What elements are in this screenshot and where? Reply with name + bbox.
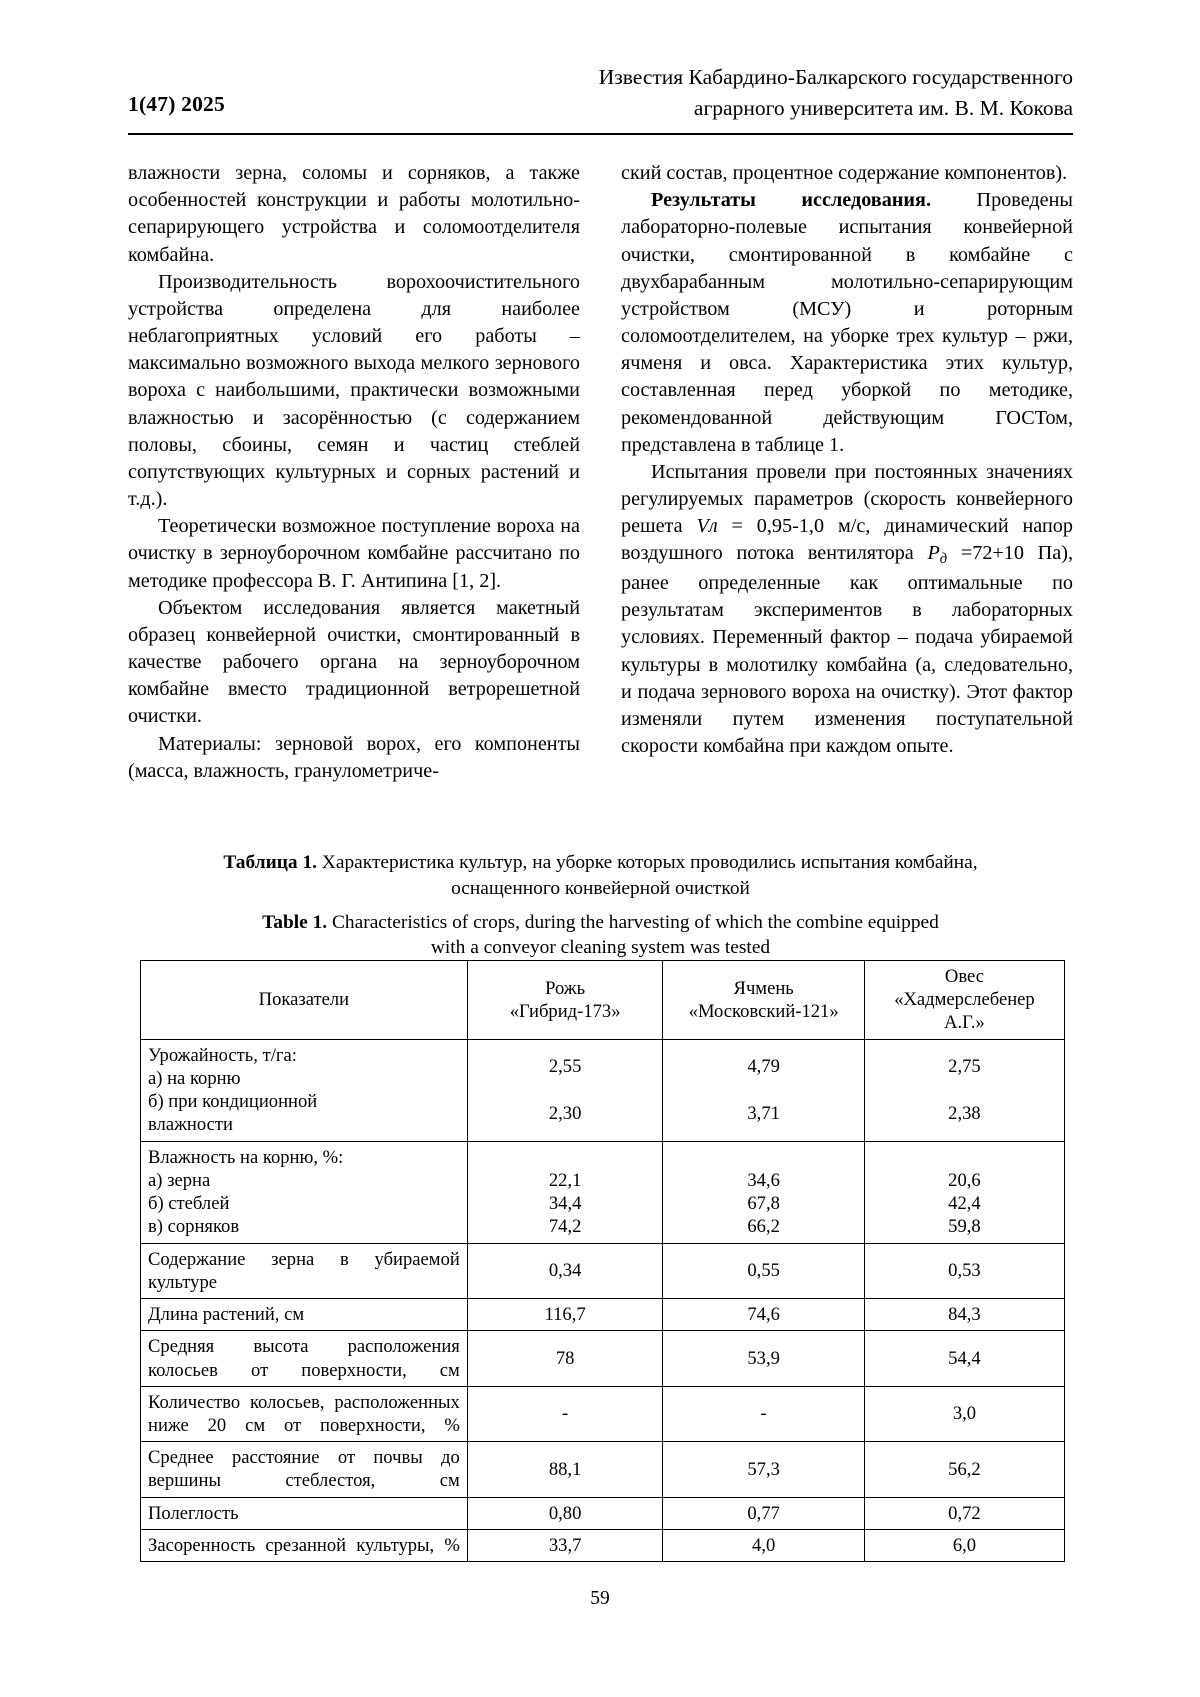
table-row — [141, 1039, 1065, 1141]
paragraph-results — [621, 187, 1073, 459]
params-text-b: = 0,95-1,0 м/с, динамический напор воздушного потока вентилятора — [621, 515, 1073, 565]
row-value: 0,55 — [663, 1243, 865, 1298]
row-value: 0,72 — [864, 1497, 1064, 1529]
journal-title-line2: аграрного университета им. В. М. Кокова — [693, 95, 1073, 120]
row-label: Засоренность срезанной культуры, % — [141, 1529, 468, 1561]
row-value: 88,1 — [467, 1442, 663, 1497]
body-columns — [128, 160, 1073, 785]
right-column — [621, 160, 1073, 785]
row-value: - — [663, 1386, 865, 1441]
row-value: 54,4 — [864, 1331, 1064, 1386]
table-caption-en-text: Characteristics of crops, during the harvesting of which the combine equipped — [327, 911, 939, 933]
row-value: 33,7 — [467, 1529, 663, 1561]
paragraph: Теоретически возможное поступление вороха на очистку в зерноуборочном комбайне рассчитано по методике профессора В. Г. Антипина [1, 2]. — [128, 515, 580, 592]
row-value: 3,0 — [864, 1386, 1064, 1441]
table-caption-en-label: Table 1. — [262, 911, 328, 933]
results-heading: Результаты исследования. — [651, 189, 932, 212]
table-caption-ru-label: Таблица 1. — [223, 852, 318, 873]
table-header-row — [141, 961, 1065, 1040]
row-value: 4,0 — [663, 1529, 865, 1561]
paragraph: ский состав, процентное содержание компонентов). — [621, 162, 1068, 184]
table-row — [141, 1386, 1065, 1441]
row-label: Количество колосьев, расположенных ниже 20 см от поверхности, % — [141, 1386, 468, 1441]
table-row — [141, 1243, 1065, 1298]
table-container — [140, 960, 1065, 1562]
column-header-barley: Ячмень «Московский-121» — [663, 961, 865, 1040]
table-caption-en-text2: with a conveyor cleaning system was tested — [430, 937, 771, 959]
paragraph: влажности зерна, соломы и сорняков, а также особенностей конструкции и работы молотильно-сепарирующего устройства и соломоотделителя комбайна. — [128, 162, 580, 266]
page-header — [128, 62, 1073, 123]
row-value: 53,9 — [663, 1331, 865, 1386]
row-label: Средняя высота расположения колосьев от поверхности, см — [141, 1331, 468, 1386]
row-label: Среднее расстояние от почвы до вершины стеблестоя, см — [141, 1442, 468, 1497]
page-number: 59 — [590, 1588, 610, 1609]
table-caption-en — [128, 910, 1073, 962]
journal-title — [353, 62, 1073, 123]
table-body — [141, 1039, 1065, 1561]
table-row — [141, 1299, 1065, 1331]
row-value: 2,55 2,30 — [467, 1039, 663, 1141]
row-value: 6,0 — [864, 1529, 1064, 1561]
table-row — [141, 1497, 1065, 1529]
row-label: Длина растений, см — [141, 1299, 468, 1331]
row-label: Урожайность, т/га: а) на корню б) при кондиционной влажности — [141, 1039, 468, 1141]
row-value: 0,77 — [663, 1497, 865, 1529]
symbol-velocity: Vл — [696, 515, 718, 538]
table-caption-ru — [128, 850, 1073, 902]
row-value: 57,3 — [663, 1442, 865, 1497]
row-value: 0,80 — [467, 1497, 663, 1529]
table-caption-ru-text: Характеристика культур, на уборке которых проводились испытания комбайна, — [317, 852, 978, 873]
journal-title-line1: Известия Кабардино-Балкарского государственного — [598, 65, 1073, 89]
row-label: Содержание зерна в убираемой культуре — [141, 1243, 468, 1298]
issue-number: 1(47) 2025 — [128, 92, 225, 116]
row-value: 0,53 — [864, 1243, 1064, 1298]
paragraph: Объектом исследования является макетный образец конвейерной очистки, смонтированный в качестве рабочего органа на зерноуборочном комбайне вместо традиционной ветрорешетной очистки. — [128, 596, 580, 728]
row-value: 74,6 — [663, 1299, 865, 1331]
table-row — [141, 1442, 1065, 1497]
column-header-rye: Рожь «Гибрид-173» — [467, 961, 663, 1040]
results-text: Проведены лабораторно-полевые испытания конвейерной очистки, смонтированной в комбайне с двухбарабанным молотильно-сепарирующим устройством (МСУ) и роторным соломоотделителем, на уборке трех культур – ржи, ячменя и овса. Характеристика этих культур, составленная перед уборкой по методике, рекомендованной действующим ГОСТом, представлена в таблице 1. — [621, 189, 1073, 456]
table-caption — [128, 850, 1073, 961]
row-label: Полеглость — [141, 1497, 468, 1529]
paragraph: Материалы: зерновой ворох, его компоненты (масса, влажность, гранулометриче- — [128, 732, 580, 782]
table-row — [141, 1331, 1065, 1386]
column-header-indicator: Показатели — [141, 961, 468, 1040]
paragraph: Производительность ворохоочистительного устройства определена для наиболее неблагоприятных условий его работы – максимально возможного выхода мелкого зернового вороха с наибольшими, практически возможными влажностью и засорённостью (с содержанием половы, сбоины, семян и частиц стеблей сопутствующих культурных и сорных растений и т.д.). — [128, 270, 580, 511]
row-value: 20,6 42,4 59,8 — [864, 1141, 1064, 1243]
row-label: Влажность на корню, %: а) зерна б) стеблей в) сорняков — [141, 1141, 468, 1243]
params-text-c: =72+10 Па), ранее определенные как оптимальные по результатам экспериментов в лабораторных условиях. Переменный фактор – подача убираемой культуры в молотилку комбайна (а, следовательно, и подача зернового вороха на очистку). Этот фактор изменяли путем изменения поступательной скорости комбайна при каждом опыте. — [621, 542, 1073, 758]
left-column — [128, 160, 580, 785]
row-value: 78 — [467, 1331, 663, 1386]
column-header-oats: Овес «Хадмерслебенер А.Г.» — [864, 961, 1064, 1040]
table-row — [141, 1529, 1065, 1561]
row-value: 4,79 3,71 — [663, 1039, 865, 1141]
row-value: 0,34 — [467, 1243, 663, 1298]
row-value: 22,1 34,4 74,2 — [467, 1141, 663, 1243]
crops-characteristics-table — [140, 960, 1065, 1562]
row-value: - — [467, 1386, 663, 1441]
row-value: 34,6 67,8 66,2 — [663, 1141, 865, 1243]
paragraph-parameters — [621, 459, 1073, 760]
header-divider — [128, 133, 1073, 135]
row-value: 84,3 — [864, 1299, 1064, 1331]
table-caption-ru-text2: оснащенного конвейерной очисткой — [451, 877, 750, 899]
row-value: 2,75 2,38 — [864, 1039, 1064, 1141]
symbol-pressure-subscript: д — [939, 551, 948, 568]
symbol-pressure: P — [927, 542, 940, 565]
params-text-a: Испытания провели при постоянных значениях регулируемых параметров (скорость конвейерного решета — [621, 460, 1073, 538]
table-row — [141, 1141, 1065, 1243]
table-head — [141, 961, 1065, 1040]
row-value: 116,7 — [467, 1299, 663, 1331]
row-value: 56,2 — [864, 1442, 1064, 1497]
